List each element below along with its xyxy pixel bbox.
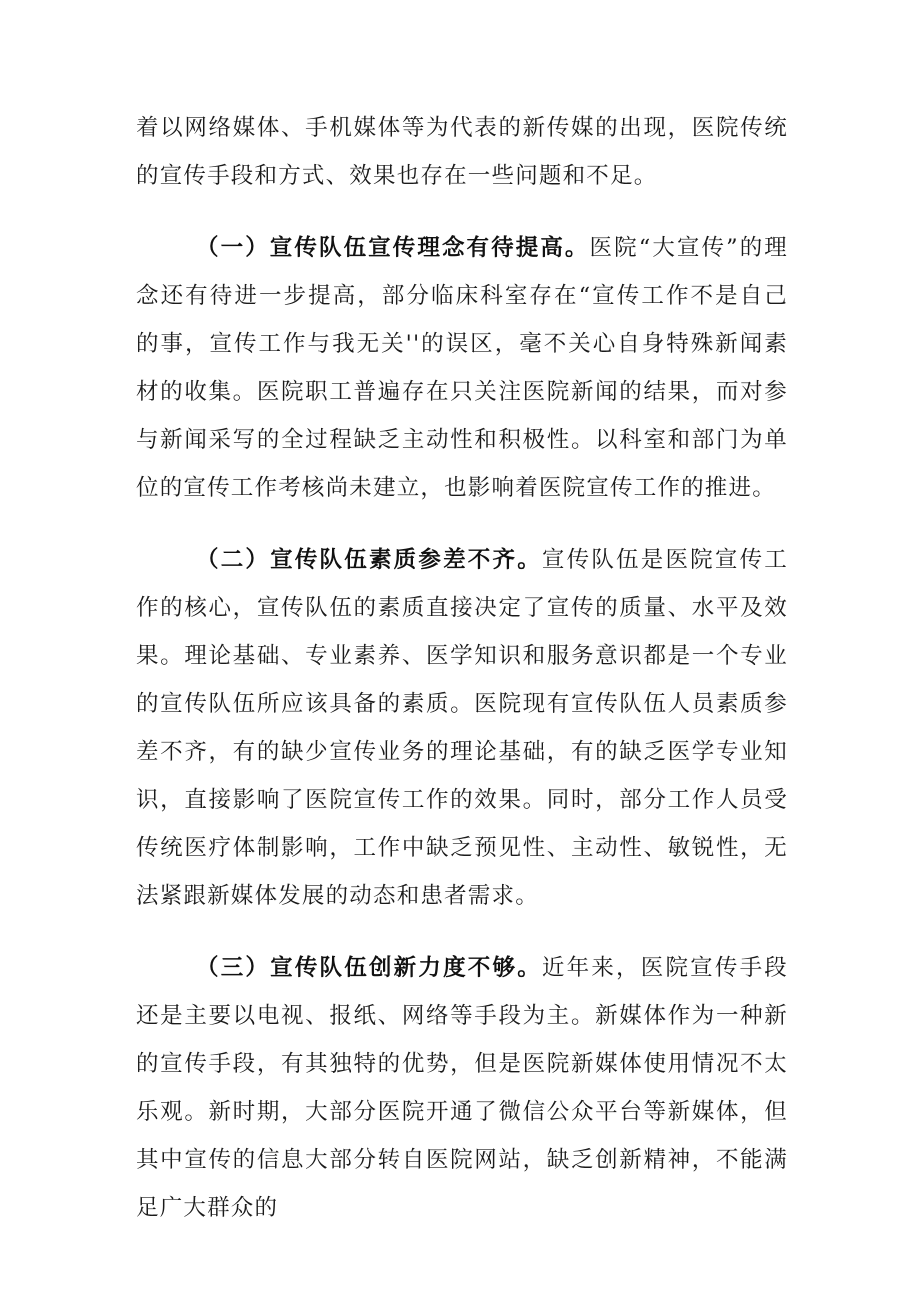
section-heading-3: （三）宣传队伍创新力度不够。 [196,955,542,981]
section-heading-2: （二）宣传队伍素质参差不齐。 [196,547,542,573]
paragraph-intro-continuation [136,104,788,200]
paragraph-section-1 [136,224,788,512]
paragraph-body: 着以网络媒体、手机媒体等为代表的新传媒的出现，医院传统的宣传手段和方式、效果也存在一些问题和不足。 [136,115,788,189]
paragraph-body: 近年来，医院宣传手段还是主要以电视、报纸、网络等手段为主。新媒体作为一种新的宣传手段，有其独特的优势，但是医院新媒体使用情况不太乐观。新时期，大部分医院开通了微信公众平台等新媒体，但其中宣传的信息大部分转自医院网站，缺乏创新精神，不能满足广大群众的 [136,955,788,1221]
section-heading-1: （一）宣传队伍宣传理念有待提高。 [196,235,590,261]
paragraph-section-3 [136,944,788,1232]
paragraph-body: 宣传队伍是医院宣传工作的核心，宣传队伍的素质直接决定了宣传的质量、水平及效果。理论基础、专业素养、医学知识和服务意识都是一个专业的宣传队伍所应该具备的素质。医院现有宣传队伍人员素质参差不齐，有的缺少宣传业务的理论基础，有的缺乏医学专业知识，直接影响了医院宣传工作的效果。同时，部分工作人员受传统医疗体制影响，工作中缺乏预见性、主动性、敏锐性，无法紧跟新媒体发展的动态和患者需求。 [136,547,788,909]
paragraph-section-2 [136,536,788,920]
paragraph-body: 医院“大宣传”的理念还有待进一步提高，部分临床科室存在“宣传工作不是自己的事，宣传工作与我无关''的误区，毫不关心自身特殊新闻素材的收集。医院职工普遍存在只关注医院新闻的结果，而对参与新闻采写的全过程缺乏主动性和积极性。以科室和部门为单位的宣传工作考核尚未建立，也影响着医院宣传工作的推进。 [136,235,788,501]
